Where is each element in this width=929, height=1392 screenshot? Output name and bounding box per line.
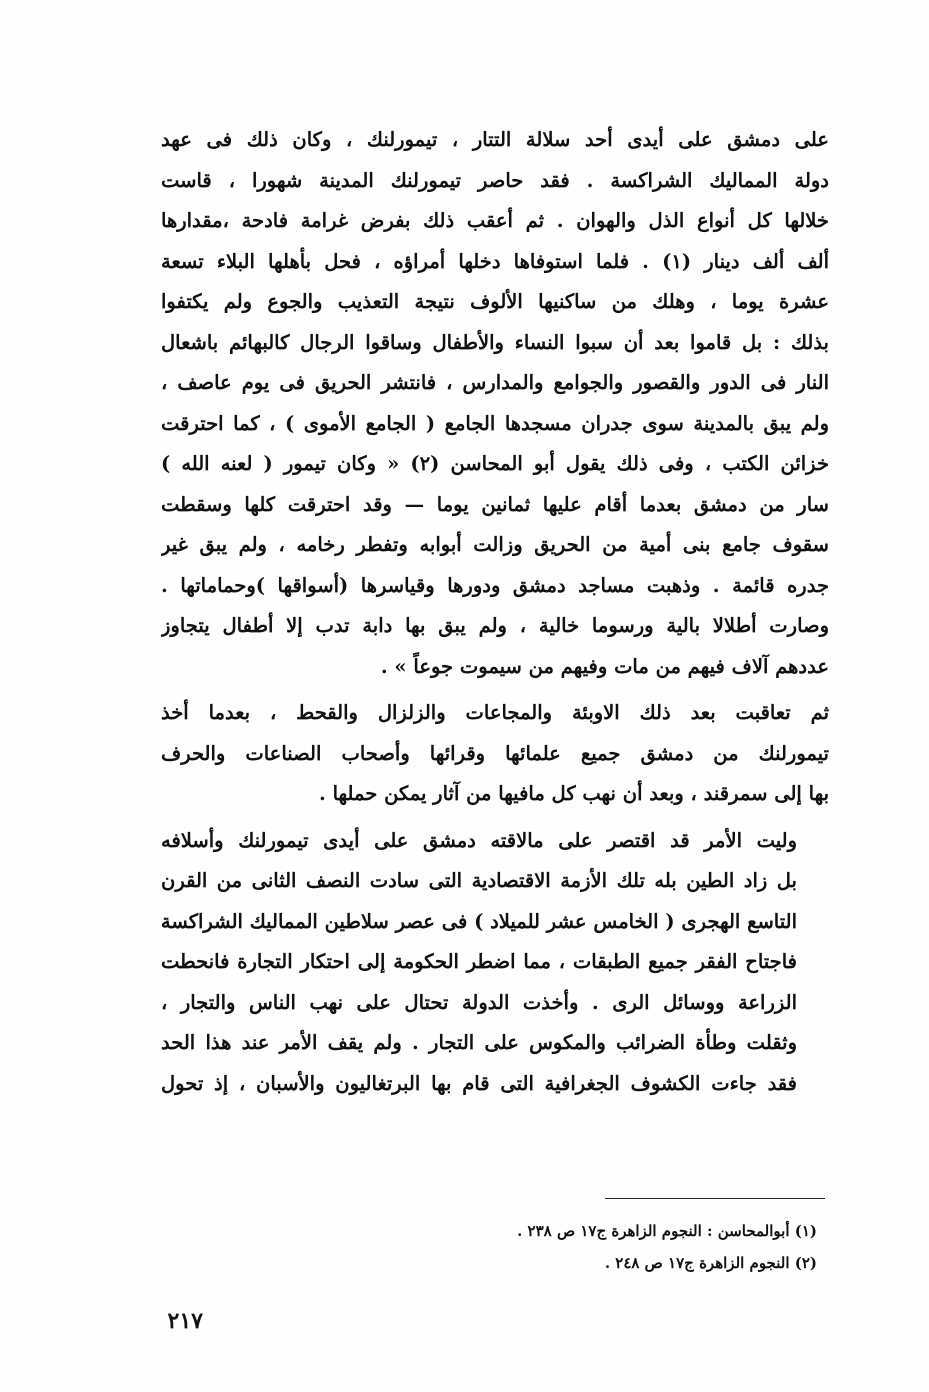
text-line: بل زاد الطين بله تلك الأزمة الاقتصادية التى سادت النصف الثانى من القرن <box>161 869 797 892</box>
footnote-divider <box>605 1198 825 1199</box>
text-line: ولم يبق بالمدينة سوى جدران مسجدها الجامع ( الجامع الأموى ) ، كما احترقت <box>161 411 829 435</box>
text-line: سقوف جامع بنى أمية من الحريق وزالت أبوابه وتفطر رخامه ، ولم يبق غير <box>161 533 829 556</box>
text-line: عددهم آلاف فيهم من مات وفيهم من سيموت جوعاً » . <box>380 654 829 678</box>
text-line: فاجتاح الفقر جميع الطبقات ، مما اضطر الحكومة إلى احتكار التجارة فانحطت <box>161 950 797 973</box>
text-line: التاسع الهجرى ( الخامس عشر للميلاد ) فى عصر سلاطين المماليك الشراكسة <box>161 909 797 933</box>
text-line: فقد جاءت الكشوف الجغرافية التى قام بها البرتغاليون والأسبان ، إذ تحول <box>161 1071 797 1095</box>
text-line: دولة المماليك الشراكسة . فقد حاصر تيمورلنك المدينة شهورا ، قاست <box>161 168 829 192</box>
text-line: ثم تعاقبت بعد ذلك الاوبئة والمجاعات والزلزال والقحط ، بعدما أخذ <box>161 701 829 724</box>
paragraph-1 <box>161 120 829 687</box>
text-line: خزائن الكتب ، وفى ذلك يقول أبو المحاسن (٢) « وكان تيمور ( لعنه الله ) <box>161 452 829 475</box>
footnotes <box>257 1215 817 1279</box>
text-line: الزراعة ووسائل الرى . وأخذت الدولة تحتال على نهب الناس والتجار ، <box>161 990 797 1014</box>
text-line: وصارت أطلالا بالية ورسوما خالية ، ولم يبق بها دابة تدب إلا أطفال يتجاوز <box>161 614 829 637</box>
text-line: على دمشق على أيدى أحد سلالة التتار ، تيمورلنك ، وكان ذلك فى عهد <box>161 128 829 151</box>
text-line: خلالها كل أنواع الذل والهوان . ثم أعقب ذلك بفرض غرامة فادحة ،مقدارها <box>161 209 829 232</box>
text-line: النار فى الدور والقصور والجوامع والمدارس ، فانتشر الحريق فى يوم عاصف ، <box>161 371 829 394</box>
body-text <box>161 120 829 1104</box>
text-line: بذلك : بل قاموا بعد أن سبوا النساء والأطفال وساقوا الرجال كالبهائم باشعال <box>161 330 829 354</box>
text-line: جدره قائمة . وذهبت مساجد دمشق ودورها وقياسرها (أسواقها )وحماماتها . <box>161 573 829 597</box>
text-line: بها إلى سمرقند ، وبعد أن نهب كل مافيها من آثار يمكن حملها . <box>319 782 829 805</box>
text-line: عشرة يوما ، وهلك من ساكنيها الألوف نتيجة التعذيب والجوع ولم يكتفوا <box>161 290 829 313</box>
page-number: ٢١٧ <box>167 1308 203 1334</box>
footnote-1: (١) أبوالمحاسن : النجوم الزاهرة ج١٧ ص ٢٣٨ . <box>517 1222 817 1240</box>
text-line: وثقلت وطأة الضرائب والمكوس على التجار . ولم يقف الأمر عند هذا الحد <box>161 1031 797 1054</box>
text-line: سار من دمشق بعدما أقام عليها ثمانين يوما — وقد احترقت كلها وسقطت <box>161 492 829 516</box>
text-line: تيمورلنك من دمشق جميع علمائها وقرائها وأصحاب الصناعات والحرف <box>161 741 829 765</box>
footnote-2: (٢) النجوم الزاهرة ج١٧ ص ٢٤٨ . <box>604 1254 817 1272</box>
paragraph-2 <box>161 693 829 815</box>
text-line: وليت الأمر قد اقتصر على مالاقته دمشق على أيدى تيمورلنك وأسلافه <box>161 828 797 852</box>
text-line: ألف ألف دينار (١) . فلما استوفاها دخلها أمراؤه ، فحل بأهلها البلاء تسعة <box>161 249 829 273</box>
paragraph-3 <box>161 821 829 1105</box>
